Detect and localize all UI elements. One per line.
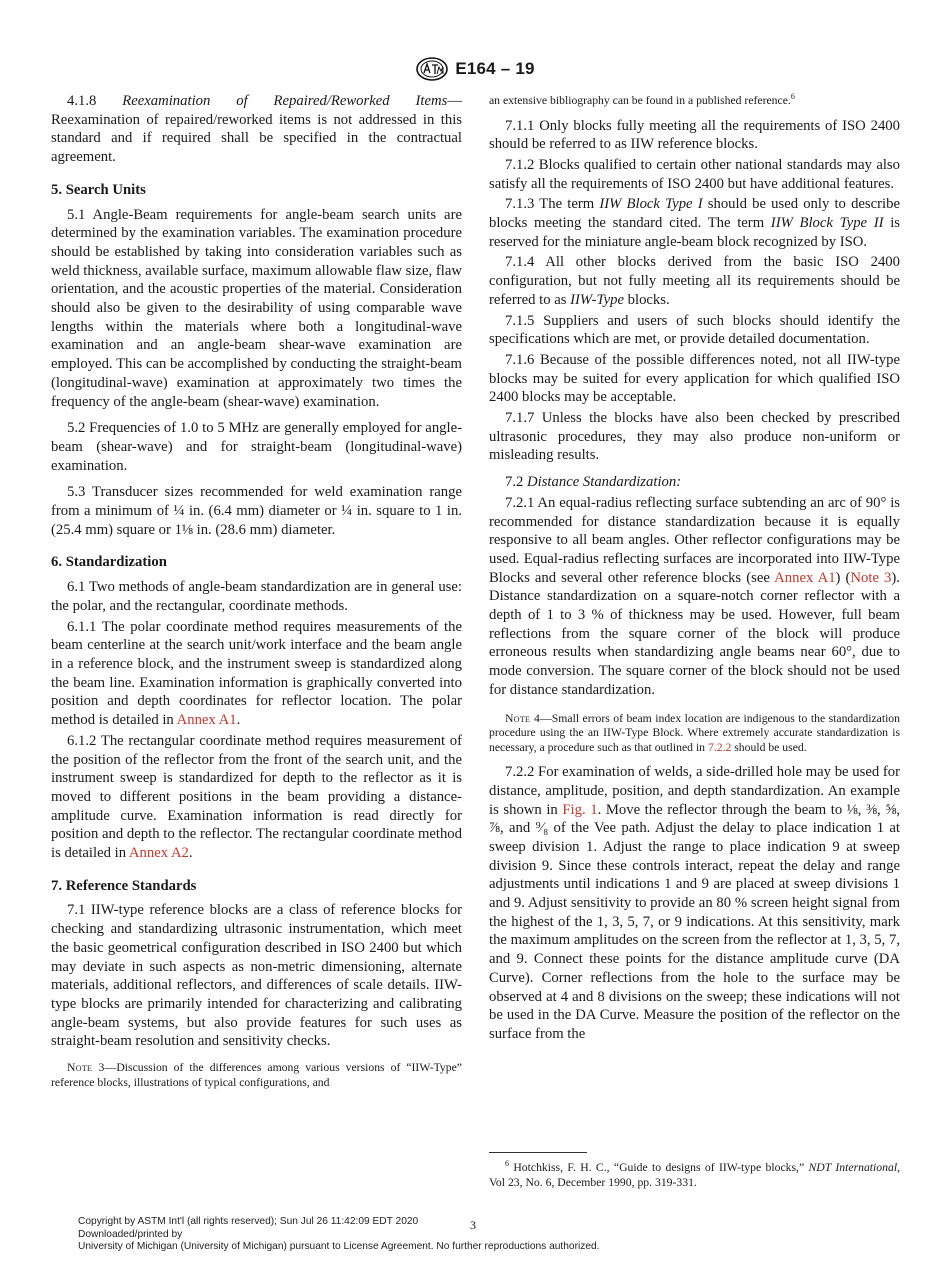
document-id: E164 – 19 (455, 59, 535, 78)
paragraph-6-1-2: 6.1.2 The rectangular coordinate method requires measurement of the position of the reflector from the front of the search unit, and the instrument sweep is standardized for depth to the reflector as it is moved to different positions in the beam providing a distance-amplitude curve. Examination information is read directly for position and depth to the reflector. The rectangular coordinate method is detailed in Annex A2. (51, 732, 462, 862)
term: IIW Block Type II (770, 215, 884, 232)
term: IIW-Type (570, 291, 624, 308)
astm-logo-icon (415, 56, 449, 82)
heading-search-units: 5. Search Units (51, 181, 146, 198)
paragraph-text: 6.1.1 The polar coordinate method requires measurements of the beam centerline at the search unit/work interface and the beam angle in a reference block, and the instrument sweep is standardized along the beam line. Examination information is graphically converted into position and depth coordinates for reflector location. The polar method is detailed in (51, 618, 462, 729)
note-text: an extensive bibliography can be found in a published reference. (489, 94, 791, 107)
paragraph-text: —Reexamination of repaired/reworked items is not addressed in this standard and if required shall be specified in the contractual agreement. (51, 93, 462, 166)
paragraph-text: is reserved for the miniature angle-beam block recognized by ISO. (489, 215, 901, 250)
paragraph-text: . Move the reflector through the beam to ⅛, ⅜, ⅝, ⅞, and ⁹⁄₈ of the Vee path. Adjust the delay to place indication 1 at sweep division 1. Adjust the range to place indication 9 at sweep division 9. Since these controls interact, repeat the delay and range adjustments until indications 1 and 9 are placed at sweep divisions 1 and 9. Adjust sensitivity to provide an 80 % screen height signal from the highest of the 1, 3, 5, 7, or 9 indications. At this sensitivity, mark the maximum amplitudes on the screen from the reflector at 1, 3, 5, 7, and 9. Connect these points for the distance amplitude curve (DA Curve). Corner reflections from the hole to the surface may be observed at 4 and 8 divisions on the sweep; these indications will not be used in the DA Curve. Measure the position of the reflector on the surface from the (489, 801, 901, 1042)
heading-reference-standards: 7. Reference Standards (51, 877, 197, 894)
note-4 (489, 712, 900, 756)
paragraph-5-3: 5.3 Transducer sizes recommended for weld examination range from a minimum of ¼ in. (6.4 mm) diameter or ¼ in. square to 1 in. (25.4 mm) square or 1⅛ in. (28.6 mm) diameter. (51, 484, 462, 538)
license-line: University of Michigan (University of Michigan) pursuant to License Agreement. No further reproductions authorized. (78, 1241, 600, 1253)
note-3-link[interactable]: Note 3 (850, 569, 892, 586)
footnote-number: 6 (505, 1159, 509, 1169)
annex-a1-link[interactable]: Annex A1 (176, 712, 237, 729)
annex-a2-link[interactable]: Annex A2 (128, 845, 189, 862)
paragraph-7-2-1: 7.2.1 An equal-radius reflecting surface subtending an arc of 90° is recommended for distance standardization because it is equally responsive to all beam angles. Other reflector configurations may be used. Equal-radius reflecting surfaces are incorporated into IIW-Type Blocks and several other reference blocks (see Annex A1) (Note 3). Distance standardization on a square-notch corner reflector with a depth of 1 to 3 % of thickness may be used. However, full beam reflections from the square corner of the block will produce erroneous results when standardizing angle beams near 60°, due to mode conversion. The square corner of the block should not be used for distance standardization. (489, 494, 900, 698)
paragraph-text: 7.1.4 All other blocks derived from the basic ISO 2400 configuration, but not fully meeting all its requirements should be referred to as (489, 254, 900, 308)
paragraph-7-1-6: 7.1.6 Because of the possible differences noted, not all IIW-type blocks may be suited for every application for which qualified ISO 2400 blocks may be acceptable. (489, 351, 900, 406)
paragraph-5-2: 5.2 Frequencies of 1.0 to 5 MHz are generally employed for angle-beam (shear-wave) and for straight-beam (longitudinal-wave) examination. (51, 420, 462, 474)
note-3 (51, 1061, 462, 1090)
paragraph-text: 7.2.2 For examination of welds, a side-drilled hole may be used for distance, amplitude, position, and depth standardization. An example is shown in (489, 764, 900, 818)
footnote-text: Hotchkiss, F. H. C., “Guide to designs of IIW-type blocks,” (509, 1161, 809, 1174)
footnote-ref[interactable]: 6 (790, 92, 795, 102)
term: IIW Block Type I (599, 196, 703, 213)
paragraph-text: ). Distance standardization on a square-notch corner reflector with a depth of 1 to 3 % of thickness may be used. However, full beam reflections from the square corner of the block will produce erroneous results when standardizing angle beams near 60°, due to mode conversion. The square corner of the block should not be used for distance standardization. (489, 569, 900, 698)
section-number: 7.2 (505, 474, 528, 491)
download-line: Downloaded/printed by (78, 1228, 183, 1240)
left-column (51, 92, 462, 1090)
paragraph-7-1-3 (489, 195, 900, 251)
section-7-2-2-link[interactable]: 7.2.2 (707, 740, 732, 754)
paragraph-6-1-1: 6.1.1 The polar coordinate method requires measurements of the beam centerline at the search unit/work interface and the beam angle in a reference block, and the instrument sweep is standardized along the beam line. Examination information is graphically converted into position and depth coordinates for reflector location. The polar method is detailed in Annex A1. (51, 618, 462, 729)
footnote-divider (489, 1152, 587, 1153)
note-text: —Small errors of beam index location are indigenous to the standardization procedure using the an IIW-Type Block. Where extremely accurate standardization is necessary, a procedure such as that outlined in (489, 711, 900, 754)
paragraph-text: 7.2.1 An equal-radius reflecting surface subtending an arc of 90° is recommended for distance standardization because it is equally responsive to all beam angles. Other reflector configurations may be used. Equal-radius reflecting surfaces are incorporated into IIW-Type Blocks and several other reference blocks (see (489, 494, 900, 586)
note-label: Note 3 (67, 1061, 105, 1075)
paragraph-text: 6.1.2 The rectangular coordinate method requires measurement of the position of the reflector from the front of the search unit, and the instrument sweep is standardized for depth to the reflector as it is moved to different positions in the beam providing a distance-amplitude curve. Examination information is read directly for position and depth to the reflector. The rectangular coordinate method is detailed in (51, 732, 462, 862)
paragraph-5-1: 5.1 Angle-Beam requirements for angle-beam search units are determined by the examination variables. The examination procedure should be established by taking into consideration variables such as weld thickness, available surface, maximum allowable flaw size, flaw orientation, and the acoustic properties of the material. Consideration should also be given to the desirability of using comparable wave lengths within the materials where both a longitudinal-wave examination and an angle-beam shear-wave examination are employed. This can be accomplished by conducting the straight-beam (longitudinal-wave) examination at approximately two times the frequency of the angle-beam (shear-wave) examination. (51, 206, 462, 410)
journal-title: NDT International (808, 1161, 898, 1174)
footnote-text: , Vol 23, No. 6, December 1990, pp. 319-331. (489, 1161, 900, 1189)
paragraph-text: 7.1.3 The term (505, 196, 600, 213)
paragraph-text: should be used only to describe blocks meeting the standard cited. The term (489, 196, 900, 232)
paragraph-7-1: 7.1 IIW-type reference blocks are a class of reference blocks for checking and standardizing ultrasonic instrumentation, which meet the basic geometrical configuration described in ISO 2400 but which may deviate in such aspects as non-metric dimensioning, alternate materials, additional reflectors, and differences of scale details. IIW-type blocks are primarily intended for characterizing and calibrating angle-beam systems, but also provide features for such uses as straight-beam resolution and sensitivity checks. (51, 902, 462, 1050)
page-header (0, 56, 950, 82)
paragraph-7-1-5: 7.1.5 Suppliers and users of such blocks should identify the specifications which are met, or provide detailed documentation. (489, 312, 900, 348)
section-title: Reexamination of Repaired/Reworked Items (122, 93, 448, 109)
note-label: Note 4 (505, 711, 541, 725)
paragraph-7-1-2: 7.1.2 Blocks qualified to certain other national standards may also satisfy all the requirements of ISO 2400 but have additional features. (489, 156, 900, 192)
paragraph-7-1-7: 7.1.7 Unless the blocks have also been checked by prescribed ultrasonic procedures, they may also produce non-uniform or misleading results. (489, 410, 900, 464)
paragraph-6-1: 6.1 Two methods of angle-beam standardization are in general use: the polar, and the rectangular, coordinate methods. (51, 579, 462, 614)
copyright-footer (78, 1216, 898, 1254)
paragraph-text: blocks. (623, 291, 670, 308)
note-text: should be used. (731, 740, 807, 754)
page-number: 3 (470, 1218, 476, 1232)
note-3-continued (489, 94, 900, 109)
section-title: Distance Standardization: (527, 474, 682, 491)
note-text: —Discussion of the differences among various versions of “IIW-Type” reference blocks, illustrations of typical configurations, and (51, 1061, 462, 1089)
copyright-line: Copyright by ASTM Int'l (all rights reserved); Sun Jul 26 11:42:09 EDT 2020 (78, 1216, 419, 1227)
annex-a1-link[interactable]: Annex A1 (774, 569, 836, 586)
paragraph-7-2 (489, 473, 900, 492)
heading-standardization: 6. Standardization (51, 554, 167, 571)
paragraph-7-1-4 (489, 253, 900, 309)
paragraph-7-1-1: 7.1.1 Only blocks fully meeting all the requirements of ISO 2400 should be referred to as IIW reference blocks. (489, 117, 900, 153)
footnote-6 (489, 1161, 900, 1190)
right-column (489, 94, 900, 1044)
paragraph-4-1-8 (51, 92, 462, 167)
section-number: 4.1.8 (67, 93, 97, 109)
paragraph-7-2-2 (489, 763, 900, 1044)
figure-1-link[interactable]: Fig. 1 (562, 801, 598, 818)
